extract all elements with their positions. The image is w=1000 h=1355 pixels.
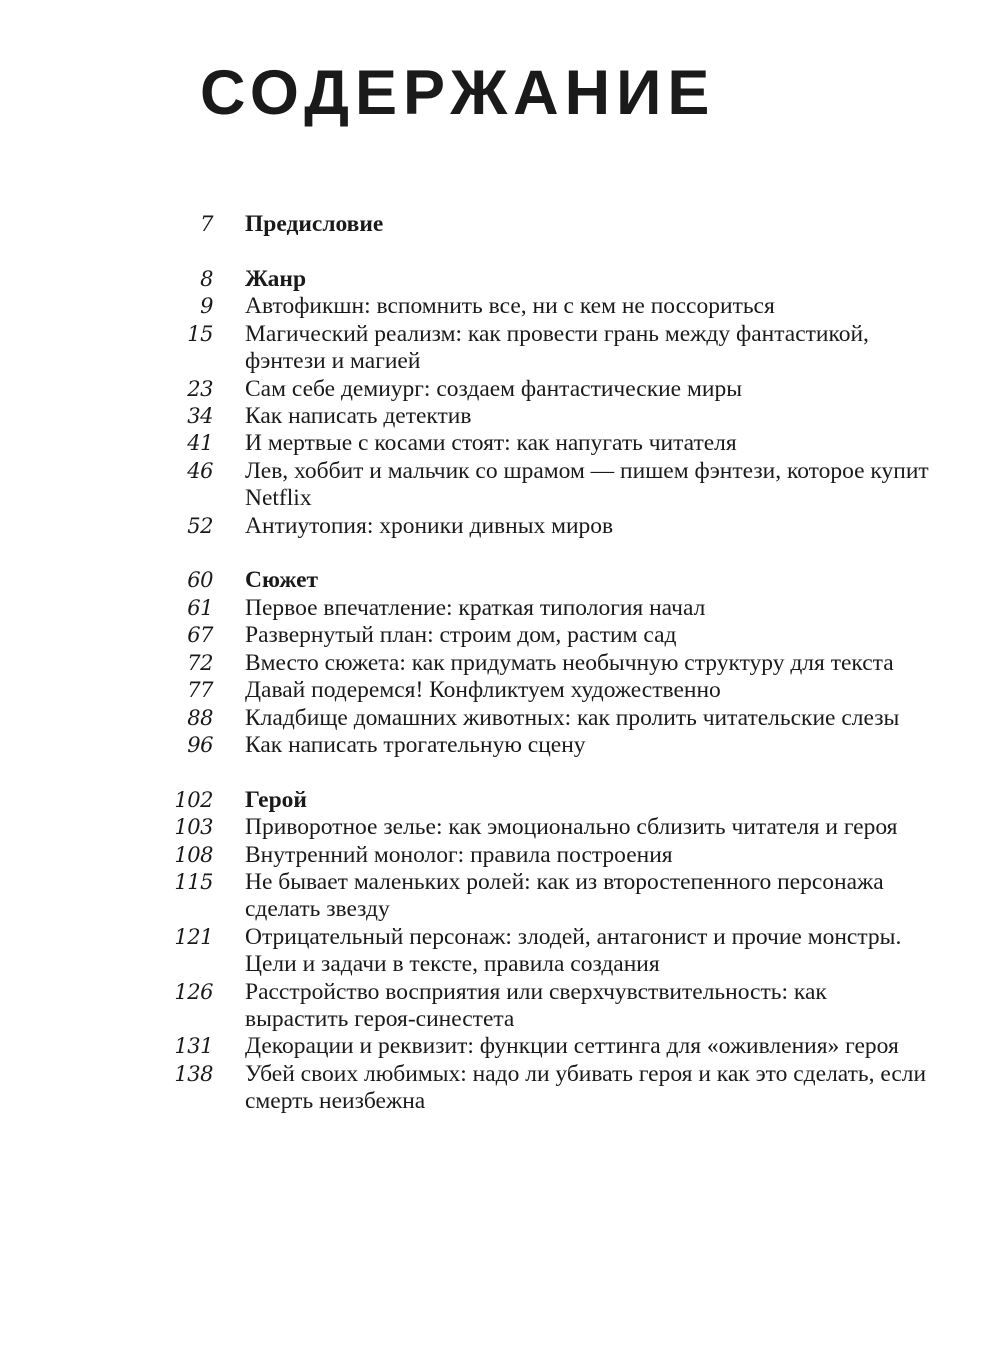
toc-page-number: 96: [187, 732, 213, 757]
toc-page-number: 121: [174, 924, 213, 949]
toc-section: [150, 266, 940, 540]
toc-page-number: 77: [187, 678, 213, 703]
toc-entry[interactable]: [150, 513, 940, 540]
toc-entry[interactable]: [150, 732, 940, 759]
toc-heading-title: Сюжет: [245, 567, 319, 594]
toc-page-number: 138: [174, 1061, 213, 1086]
toc-entry[interactable]: [150, 376, 940, 403]
toc-entry[interactable]: [150, 1061, 940, 1116]
toc-entry-title: Внутренний монолог: правила построения: [245, 841, 673, 868]
toc-entry-title: Магический реализм: как провести грань между фантастикой, фэнтези и магией: [245, 320, 869, 375]
toc-entry-title: Лев, хоббит и мальчик со шрамом — пишем фэнтези, которое купит Netflix: [245, 457, 929, 512]
toc-entry[interactable]: [150, 430, 940, 457]
toc-entry-title: Декорации и реквизит: функции сеттинга для «оживления» героя: [245, 1033, 899, 1060]
toc-page-number: 46: [187, 458, 213, 483]
toc-page-number: 8: [200, 266, 213, 291]
toc-heading-title: Предисловие: [245, 211, 384, 237]
toc-page-number: 52: [187, 513, 213, 538]
toc-page-number: 126: [174, 979, 213, 1004]
toc-page-number: 7: [200, 212, 213, 236]
toc-page-number: 15: [187, 321, 213, 346]
toc-entry-title: Отрицательный персонаж: злодей, антагонист и прочие монстры. Цели и задачи в тексте, правила создания: [245, 923, 902, 978]
toc-section: [150, 787, 940, 1116]
toc-entry-title: Автофикшн: вспомнить все, ни с кем не поссориться: [245, 293, 775, 320]
toc-page-number: 60: [187, 568, 213, 593]
toc-entry-title: Сам себе демиург: создаем фантастические миры: [245, 375, 742, 402]
toc-entry-title: И мертвые с косами стоят: как напугать читателя: [245, 430, 737, 457]
toc-entry[interactable]: [150, 979, 940, 1034]
toc-entry[interactable]: [150, 869, 940, 924]
toc-entry[interactable]: [150, 595, 940, 622]
toc-entry[interactable]: [150, 622, 940, 649]
toc-entry[interactable]: [150, 677, 940, 704]
toc-entry-title: Вместо сюжета: как придумать необычную структуру для текста: [245, 649, 894, 676]
toc-entry-title: Давай подеремся! Конфликтуем художественно: [245, 677, 721, 704]
toc-page-number: 131: [174, 1034, 213, 1059]
toc-entry-title: Кладбище домашних животных: как пролить читательские слезы: [245, 704, 900, 731]
toc-entry[interactable]: [150, 650, 940, 677]
toc-entry-title: Приворотное зелье: как эмоционально сблизить читателя и героя: [245, 814, 898, 841]
toc-section-heading[interactable]: [150, 567, 940, 594]
toc-section: [150, 567, 940, 759]
toc-page-number: 115: [174, 870, 213, 895]
toc-section: [150, 211, 940, 238]
toc-page-number: 67: [187, 623, 213, 648]
toc-entry-title: Антиутопия: хроники дивных миров: [245, 512, 614, 539]
toc-entry-title: Как написать детектив: [245, 402, 472, 429]
toc-entry-title: Расстройство восприятия или сверхчувствительность: как вырастить героя-синестета: [245, 978, 827, 1033]
toc-page-number: 61: [187, 595, 213, 620]
toc-page-number: 72: [187, 650, 213, 675]
toc-page-number: 34: [187, 403, 213, 428]
toc-entry[interactable]: [150, 705, 940, 732]
toc-page-number: 103: [174, 815, 213, 840]
toc-entry-title: Развернутый план: строим дом, растим сад: [245, 622, 677, 649]
toc-section-heading[interactable]: [150, 787, 940, 814]
toc-page-number: 9: [200, 294, 213, 319]
toc-heading-title: Герой: [245, 786, 307, 813]
page-title: СОДЕРЖАНИЕ: [200, 58, 716, 128]
toc-entry-title: Как написать трогательную сцену: [245, 731, 586, 758]
toc-page-number: 108: [174, 842, 213, 867]
toc-entry-title: Не бывает маленьких ролей: как из второстепенного персонажа сделать звезду: [245, 869, 884, 923]
toc-entry[interactable]: [150, 403, 940, 430]
toc-page-number: 88: [187, 705, 213, 730]
toc-entry[interactable]: [150, 814, 940, 841]
toc-entry[interactable]: [150, 924, 940, 979]
toc-entry-title: Убей своих любимых: надо ли убивать героя и как это сделать, если смерть неизбежна: [245, 1060, 927, 1115]
toc-section-heading[interactable]: [150, 211, 940, 238]
toc-entry[interactable]: [150, 293, 940, 320]
toc-entry[interactable]: [150, 458, 940, 513]
toc-heading-title: Жанр: [245, 265, 307, 292]
toc-entry-title: Первое впечатление: краткая типология начал: [245, 594, 706, 621]
toc-page-number: 23: [187, 376, 213, 401]
toc-entry[interactable]: [150, 321, 940, 376]
toc-page-number: 102: [174, 787, 213, 812]
toc-entry[interactable]: [150, 1033, 940, 1060]
toc-section-heading[interactable]: [150, 266, 940, 293]
table-of-contents: [150, 211, 940, 1143]
toc-entry[interactable]: [150, 842, 940, 869]
toc-page-number: 41: [187, 431, 213, 456]
